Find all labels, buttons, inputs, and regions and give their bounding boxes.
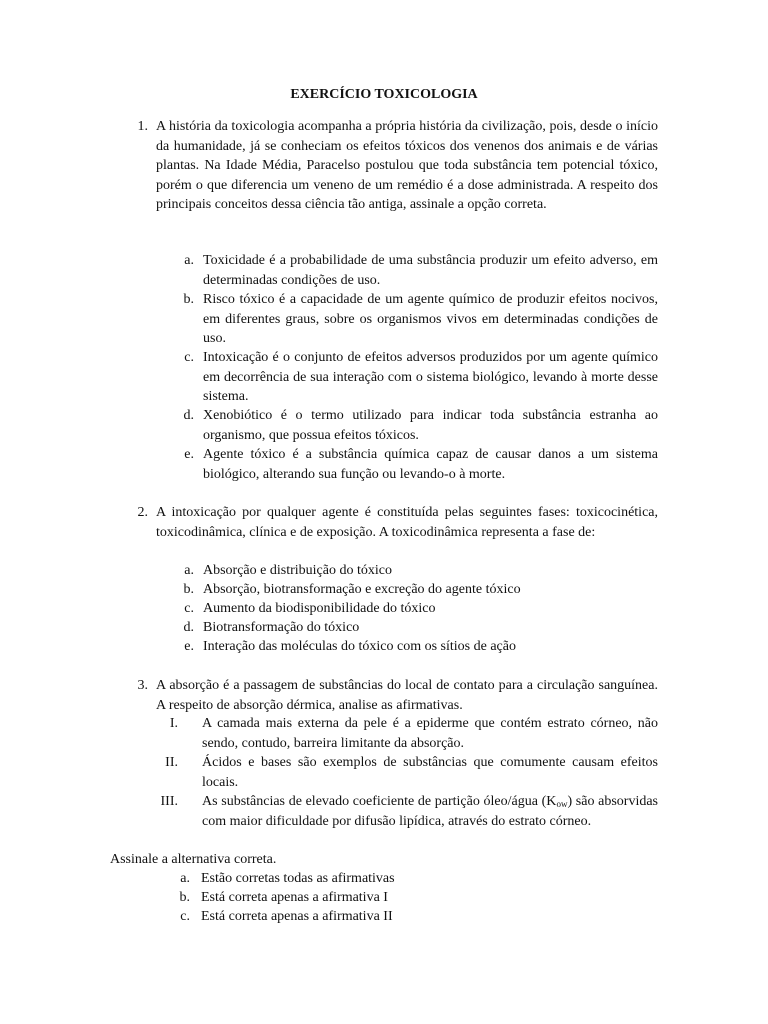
q1-option-c <box>174 348 664 408</box>
option-text: Agente tóxico é a substância química capaz de causar danos a um sistema biológico, alterando sua função ou levando-o à morte. <box>203 447 658 482</box>
statement-text-after: ) são absorvidas com maior dificuldade por difusão lipídica, através do estrato córneo. <box>202 794 659 829</box>
option-label: b. <box>183 292 194 307</box>
option-text: Risco tóxico é a capacidade de um agente químico de produzir efeitos nocivos, em diferentes graus, sobre os organismos vivos em determinadas condições de uso. <box>203 292 658 346</box>
statement-text <box>202 792 658 831</box>
question-text: A absorção é a passagem de substâncias do local de contato para a circulação sanguínea. A respeito de absorção dérmica, analise as afirmativas. <box>156 678 658 713</box>
question-3 <box>0 676 768 716</box>
statement-label: III. <box>160 794 178 809</box>
q2-option-c <box>174 599 664 619</box>
option-label: a. <box>180 871 190 886</box>
document-title: EXERCÍCIO TOXICOLOGIA <box>290 87 478 102</box>
option-label: b. <box>179 890 190 905</box>
q2-option-b <box>174 580 664 600</box>
q3-statement-1 <box>140 714 660 754</box>
option-text: Estão corretas todas as afirmativas <box>201 871 395 886</box>
option-text: Absorção, biotransformação e excreção do agente tóxico <box>203 582 521 597</box>
option-text: Biotransformação do tóxico <box>203 620 360 635</box>
q3-statement-3 <box>140 792 660 852</box>
question-text: A história da toxicologia acompanha a própria história da civilização, pois, desde o início da humanidade, já se conheciam os efeitos tóxicos dos venenos dos animais e de várias plantas. Na Idade Média, Paracelso postulou que toda substância tem potencial tóxico, porém o que diferencia um veneno de um remédio é a dose administrada. A respeito dos principais conceitos dessa ciência tão antiga, assinale a opção correta. <box>156 119 658 212</box>
option-label: d. <box>183 408 194 423</box>
q3-option-b <box>170 888 660 908</box>
q2-option-e <box>174 637 664 657</box>
q3-instruction: Assinale a alternativa correta. <box>110 852 277 867</box>
option-label: d. <box>183 620 194 635</box>
option-label: b. <box>183 582 194 597</box>
question-1 <box>0 117 768 237</box>
option-text: Está correta apenas a afirmativa I <box>201 890 388 905</box>
option-label: e. <box>184 639 194 654</box>
q1-option-b <box>174 290 664 350</box>
option-text: Absorção e distribuição do tóxico <box>203 563 392 578</box>
q2-option-a <box>174 561 664 581</box>
option-label: c. <box>184 350 194 365</box>
option-text: Está correta apenas a afirmativa II <box>201 909 393 924</box>
option-label: a. <box>184 253 194 268</box>
statement-label: I. <box>169 716 178 731</box>
option-text: Interação das moléculas do tóxico com os sítios de ação <box>203 639 516 654</box>
question-number: 3. <box>137 678 148 693</box>
q3-option-a <box>170 869 660 889</box>
question-number: 2. <box>137 505 148 520</box>
option-label: a. <box>184 563 194 578</box>
option-label: c. <box>184 601 194 616</box>
question-number: 1. <box>137 119 148 134</box>
kow-subscript: ow <box>556 799 568 809</box>
question-2 <box>0 503 768 563</box>
option-text: Xenobiótico é o termo utilizado para indicar toda substância estranha ao organismo, que possua efeitos tóxicos. <box>203 408 658 443</box>
q1-option-d <box>174 406 664 446</box>
statement-label: II. <box>165 755 178 770</box>
q3-option-c <box>170 907 660 927</box>
q2-option-d <box>174 618 664 638</box>
q1-option-e <box>174 445 664 485</box>
statement-text: A camada mais externa da pele é a epiderme que contém estrato córneo, não sendo, contudo, barreira limitante da absorção. <box>202 716 658 751</box>
option-label: e. <box>184 447 194 462</box>
option-text: Aumento da biodisponibilidade do tóxico <box>203 601 436 616</box>
option-label: c. <box>180 909 190 924</box>
statement-text-before: As substâncias de elevado coeficiente de partição óleo/água (K <box>202 794 557 809</box>
statement-text: Ácidos e bases são exemplos de substâncias que comumente causam efeitos locais. <box>202 755 658 790</box>
q1-option-a <box>174 251 664 291</box>
option-text: Intoxicação é o conjunto de efeitos adversos produzidos por um agente químico em decorrência de sua interação com o sistema biológico, levando à morte desse sistema. <box>203 350 658 404</box>
question-text: A intoxicação por qualquer agente é constituída pelas seguintes fases: toxicocinética, toxicodinâmica, clínica e de exposição. A toxicodinâmica representa a fase de: <box>156 505 658 540</box>
q3-statement-2 <box>140 753 660 793</box>
option-text: Toxicidade é a probabilidade de uma substância produzir um efeito adverso, em determinadas condições de uso. <box>203 253 658 288</box>
